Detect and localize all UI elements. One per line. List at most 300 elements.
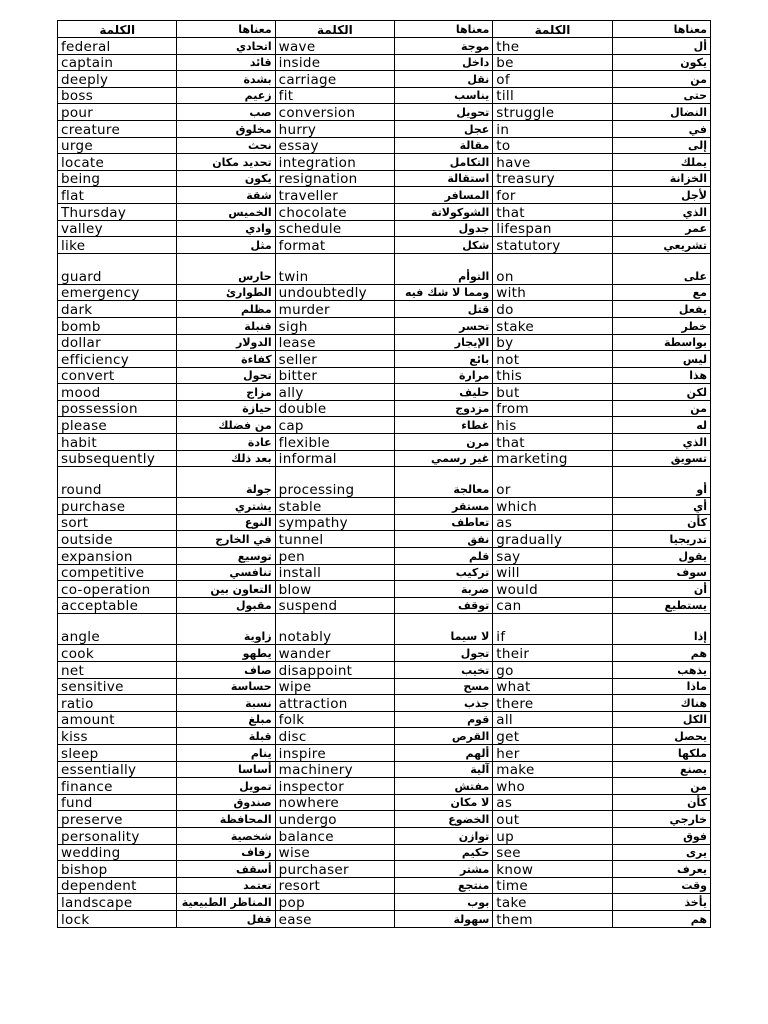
meaning-cell: مقالة [395, 137, 493, 154]
meaning-cell: تدريجيا [612, 531, 710, 548]
meaning-cell: يرى [612, 844, 710, 861]
word-cell: but [493, 384, 612, 401]
meaning-cell: بشدة [177, 71, 275, 88]
meaning-cell: زفاف [177, 844, 275, 861]
meaning-cell: بعد ذلك [177, 450, 275, 467]
word-cell: pour [58, 104, 177, 121]
meaning-cell: من [612, 71, 710, 88]
meaning-cell: مزدوج [395, 400, 493, 417]
word-cell: disappoint [275, 662, 394, 679]
word-cell: emergency [58, 284, 177, 301]
word-cell: flat [58, 187, 177, 204]
word-cell: ratio [58, 695, 177, 712]
meaning-cell: يستطيع [612, 597, 710, 614]
word-cell: subsequently [58, 450, 177, 467]
word-cell: in [493, 120, 612, 137]
meaning-cell: المناظر الطبيعية [177, 894, 275, 911]
table-row [58, 761, 711, 778]
meaning-cell: له [612, 417, 710, 434]
header-meaning-2: معناها [395, 21, 493, 38]
word-cell: expansion [58, 548, 177, 565]
meaning-cell: استقالة [395, 170, 493, 187]
meaning-cell: النضال [612, 104, 710, 121]
word-cell: gradually [493, 531, 612, 548]
meaning-cell: يكون [177, 170, 275, 187]
word-cell: who [493, 778, 612, 795]
word-cell: stable [275, 498, 394, 515]
word-cell: or [493, 467, 612, 498]
word-cell: them [493, 910, 612, 927]
meaning-cell: أن [612, 581, 710, 598]
meaning-cell: موجة [395, 38, 493, 55]
word-cell: time [493, 877, 612, 894]
word-cell: murder [275, 301, 394, 318]
word-cell: mood [58, 384, 177, 401]
meaning-cell: كأن [612, 794, 710, 811]
meaning-cell: صاف [177, 662, 275, 679]
table-row [58, 137, 711, 154]
meaning-cell: جدول [395, 220, 493, 237]
meaning-cell: سهولة [395, 910, 493, 927]
meaning-cell: منتجع [395, 877, 493, 894]
header-meaning-3: معناها [612, 21, 710, 38]
table-header-row [58, 21, 711, 38]
meaning-cell: يكون [612, 54, 710, 71]
word-cell: statutory [493, 237, 612, 254]
meaning-cell: على [612, 253, 710, 284]
word-cell: fund [58, 794, 177, 811]
meaning-cell: لا سيما [395, 614, 493, 645]
word-cell: attraction [275, 695, 394, 712]
word-cell: balance [275, 827, 394, 844]
meaning-cell: مخلوق [177, 120, 275, 137]
word-cell: inside [275, 54, 394, 71]
word-cell: federal [58, 38, 177, 55]
meaning-cell: تركيب [395, 564, 493, 581]
word-cell: seller [275, 351, 394, 368]
word-cell: do [493, 301, 612, 318]
table-row [58, 894, 711, 911]
table-row [58, 284, 711, 301]
header-word-1: الكلمة [58, 21, 177, 38]
meaning-cell: هذا [612, 367, 710, 384]
meaning-cell: داخل [395, 54, 493, 71]
word-cell: tunnel [275, 531, 394, 548]
meaning-cell: المسافر [395, 187, 493, 204]
word-cell: their [493, 645, 612, 662]
meaning-cell: التكامل [395, 154, 493, 171]
meaning-cell: زاوية [177, 614, 275, 645]
word-cell: dollar [58, 334, 177, 351]
word-cell: take [493, 894, 612, 911]
meaning-cell: مزاج [177, 384, 275, 401]
table-row [58, 514, 711, 531]
meaning-cell: القرص [395, 728, 493, 745]
word-cell: possession [58, 400, 177, 417]
meaning-cell: الطوارئ [177, 284, 275, 301]
word-cell: sympathy [275, 514, 394, 531]
meaning-cell: ينام [177, 744, 275, 761]
table-row [58, 253, 711, 284]
word-cell: informal [275, 450, 394, 467]
word-cell: bomb [58, 317, 177, 334]
meaning-cell: الخميس [177, 203, 275, 220]
word-cell: being [58, 170, 177, 187]
word-cell: of [493, 71, 612, 88]
word-cell: install [275, 564, 394, 581]
word-cell: struggle [493, 104, 612, 121]
table-row [58, 861, 711, 878]
word-cell: carriage [275, 71, 394, 88]
vocabulary-sheet [57, 20, 711, 928]
meaning-cell: قنبلة [177, 317, 275, 334]
meaning-cell: أي [612, 498, 710, 515]
word-cell: will [493, 564, 612, 581]
table-body [58, 38, 711, 928]
word-cell: his [493, 417, 612, 434]
meaning-cell: وادي [177, 220, 275, 237]
table-row [58, 317, 711, 334]
meaning-cell: تخيب [395, 662, 493, 679]
meaning-cell: مرارة [395, 367, 493, 384]
word-cell: schedule [275, 220, 394, 237]
meaning-cell: عادة [177, 434, 275, 451]
meaning-cell: مبلغ [177, 711, 275, 728]
meaning-cell: هم [612, 645, 710, 662]
table-row [58, 351, 711, 368]
header-meaning-1: معناها [177, 21, 275, 38]
word-cell: pop [275, 894, 394, 911]
table-row [58, 71, 711, 88]
word-cell: finance [58, 778, 177, 795]
meaning-cell: ومما لا شك فيه [395, 284, 493, 301]
meaning-cell: وقت [612, 877, 710, 894]
meaning-cell: شخصية [177, 827, 275, 844]
meaning-cell: بواسطة [612, 334, 710, 351]
word-cell: competitive [58, 564, 177, 581]
word-cell: suspend [275, 597, 394, 614]
word-cell: guard [58, 253, 177, 284]
word-cell: Thursday [58, 203, 177, 220]
word-cell: wise [275, 844, 394, 861]
meaning-cell: غير رسمي [395, 450, 493, 467]
meaning-cell: تشريعي [612, 237, 710, 254]
word-cell: this [493, 367, 612, 384]
meaning-cell: سوف [612, 564, 710, 581]
table-row [58, 548, 711, 565]
header-word-3: الكلمة [493, 21, 612, 38]
meaning-cell: النوع [177, 514, 275, 531]
table-row [58, 434, 711, 451]
word-cell: know [493, 861, 612, 878]
meaning-cell: يطهو [177, 645, 275, 662]
meaning-cell: جولة [177, 467, 275, 498]
meaning-cell: خارجي [612, 811, 710, 828]
meaning-cell: خطر [612, 317, 710, 334]
meaning-cell: ماذا [612, 678, 710, 695]
meaning-cell: قبلة [177, 728, 275, 745]
meaning-cell: تمويل [177, 778, 275, 795]
meaning-cell: عمر [612, 220, 710, 237]
table-row [58, 614, 711, 645]
word-cell: outside [58, 531, 177, 548]
meaning-cell: مظلم [177, 301, 275, 318]
table-row [58, 450, 711, 467]
table-row [58, 467, 711, 498]
meaning-cell: تعاطف [395, 514, 493, 531]
meaning-cell: الذي [612, 434, 710, 451]
word-cell: inspector [275, 778, 394, 795]
word-cell: folk [275, 711, 394, 728]
meaning-cell: الخضوع [395, 811, 493, 828]
meaning-cell: مشتر [395, 861, 493, 878]
table-row [58, 237, 711, 254]
meaning-cell: المحافظة [177, 811, 275, 828]
meaning-cell: صب [177, 104, 275, 121]
word-cell: sort [58, 514, 177, 531]
meaning-cell: ألهم [395, 744, 493, 761]
table-row [58, 400, 711, 417]
meaning-cell: ليس [612, 351, 710, 368]
word-cell: stake [493, 317, 612, 334]
word-cell: creature [58, 120, 177, 137]
word-cell: to [493, 137, 612, 154]
meaning-cell: زعيم [177, 87, 275, 104]
meaning-cell: التوأم [395, 253, 493, 284]
meaning-cell: في [612, 120, 710, 137]
word-cell: disc [275, 728, 394, 745]
word-cell: lease [275, 334, 394, 351]
meaning-cell: يشتري [177, 498, 275, 515]
word-cell: be [493, 54, 612, 71]
word-cell: by [493, 334, 612, 351]
meaning-cell: حكيم [395, 844, 493, 861]
word-cell: ease [275, 910, 394, 927]
word-cell: notably [275, 614, 394, 645]
meaning-cell: حتى [612, 87, 710, 104]
vocabulary-table [57, 20, 711, 928]
word-cell: if [493, 614, 612, 645]
meaning-cell: لأجل [612, 187, 710, 204]
word-cell: get [493, 728, 612, 745]
meaning-cell: شكل [395, 237, 493, 254]
word-cell: nowhere [275, 794, 394, 811]
word-cell: that [493, 203, 612, 220]
word-cell: up [493, 827, 612, 844]
meaning-cell: غطاء [395, 417, 493, 434]
word-cell: pen [275, 548, 394, 565]
word-cell: processing [275, 467, 394, 498]
word-cell: format [275, 237, 394, 254]
word-cell: on [493, 253, 612, 284]
word-cell: deeply [58, 71, 177, 88]
table-row [58, 744, 711, 761]
word-cell: personality [58, 827, 177, 844]
table-row [58, 711, 711, 728]
word-cell: net [58, 662, 177, 679]
meaning-cell: ضربة [395, 581, 493, 598]
word-cell: treasury [493, 170, 612, 187]
table-row [58, 203, 711, 220]
meaning-cell: حيازة [177, 400, 275, 417]
meaning-cell: يذهب [612, 662, 710, 679]
word-cell: essentially [58, 761, 177, 778]
word-cell: which [493, 498, 612, 515]
word-cell: blow [275, 581, 394, 598]
table-row [58, 170, 711, 187]
table-row [58, 844, 711, 861]
meaning-cell: ملكها [612, 744, 710, 761]
word-cell: purchaser [275, 861, 394, 878]
word-cell: purchase [58, 498, 177, 515]
meaning-cell: تحويل [395, 104, 493, 121]
word-cell: locate [58, 154, 177, 171]
word-cell: bishop [58, 861, 177, 878]
word-cell: say [493, 548, 612, 565]
meaning-cell: نسبة [177, 695, 275, 712]
meaning-cell: بوب [395, 894, 493, 911]
word-cell: conversion [275, 104, 394, 121]
meaning-cell: حساسة [177, 678, 275, 695]
meaning-cell: من [612, 400, 710, 417]
meaning-cell: حليف [395, 384, 493, 401]
word-cell: inspire [275, 744, 394, 761]
meaning-cell: صندوق [177, 794, 275, 811]
meaning-cell: مقبول [177, 597, 275, 614]
word-cell: as [493, 514, 612, 531]
word-cell: essay [275, 137, 394, 154]
word-cell: machinery [275, 761, 394, 778]
meaning-cell: أل [612, 38, 710, 55]
word-cell: out [493, 811, 612, 828]
meaning-cell: قوم [395, 711, 493, 728]
word-cell: with [493, 284, 612, 301]
meaning-cell: إلى [612, 137, 710, 154]
word-cell: angle [58, 614, 177, 645]
table-row [58, 334, 711, 351]
meaning-cell: تعتمد [177, 877, 275, 894]
meaning-cell: يأخذ [612, 894, 710, 911]
word-cell: wipe [275, 678, 394, 695]
word-cell: like [58, 237, 177, 254]
word-cell: that [493, 434, 612, 451]
meaning-cell: فوق [612, 827, 710, 844]
meaning-cell: الدولار [177, 334, 275, 351]
word-cell: boss [58, 87, 177, 104]
word-cell: lifespan [493, 220, 612, 237]
meaning-cell: توقف [395, 597, 493, 614]
table-row [58, 417, 711, 434]
table-row [58, 154, 711, 171]
word-cell: flexible [275, 434, 394, 451]
table-row [58, 104, 711, 121]
table-row [58, 301, 711, 318]
word-cell: ally [275, 384, 394, 401]
word-cell: twin [275, 253, 394, 284]
table-row [58, 910, 711, 927]
meaning-cell: الكل [612, 711, 710, 728]
word-cell: kiss [58, 728, 177, 745]
word-cell: hurry [275, 120, 394, 137]
table-row [58, 877, 711, 894]
word-cell: all [493, 711, 612, 728]
word-cell: convert [58, 367, 177, 384]
meaning-cell: توازن [395, 827, 493, 844]
word-cell: please [58, 417, 177, 434]
meaning-cell: توسيع [177, 548, 275, 565]
table-row [58, 87, 711, 104]
word-cell: sensitive [58, 678, 177, 695]
header-word-2: الكلمة [275, 21, 394, 38]
word-cell: integration [275, 154, 394, 171]
word-cell: landscape [58, 894, 177, 911]
meaning-cell: يحصل [612, 728, 710, 745]
meaning-cell: نقل [395, 71, 493, 88]
word-cell: cook [58, 645, 177, 662]
meaning-cell: عجل [395, 120, 493, 137]
word-cell: acceptable [58, 597, 177, 614]
meaning-cell: أو [612, 467, 710, 498]
meaning-cell: تحديد مكان [177, 154, 275, 171]
word-cell: amount [58, 711, 177, 728]
word-cell: fit [275, 87, 394, 104]
meaning-cell: حارس [177, 253, 275, 284]
meaning-cell: أسقف [177, 861, 275, 878]
meaning-cell: جذب [395, 695, 493, 712]
meaning-cell: يملك [612, 154, 710, 171]
meaning-cell: شقة [177, 187, 275, 204]
meaning-cell: الإيجار [395, 334, 493, 351]
meaning-cell: مفتش [395, 778, 493, 795]
word-cell: dependent [58, 877, 177, 894]
meaning-cell: يقول [612, 548, 710, 565]
table-row [58, 120, 711, 137]
word-cell: till [493, 87, 612, 104]
word-cell: marketing [493, 450, 612, 467]
meaning-cell: لا مكان [395, 794, 493, 811]
meaning-cell: هم [612, 910, 710, 927]
table-row [58, 645, 711, 662]
word-cell: double [275, 400, 394, 417]
word-cell: preserve [58, 811, 177, 828]
word-cell: traveller [275, 187, 394, 204]
word-cell: wave [275, 38, 394, 55]
meaning-cell: مثل [177, 237, 275, 254]
meaning-cell: معالجة [395, 467, 493, 498]
word-cell: co-operation [58, 581, 177, 598]
meaning-cell: الخزانة [612, 170, 710, 187]
table-row [58, 794, 711, 811]
meaning-cell: قفل [177, 910, 275, 927]
meaning-cell: تسويق [612, 450, 710, 467]
word-cell: captain [58, 54, 177, 71]
table-row [58, 597, 711, 614]
word-cell: cap [275, 417, 394, 434]
meaning-cell: يناسب [395, 87, 493, 104]
word-cell: wedding [58, 844, 177, 861]
meaning-cell: إذا [612, 614, 710, 645]
word-cell: the [493, 38, 612, 55]
table-row [58, 564, 711, 581]
table-row [58, 662, 711, 679]
meaning-cell: الذي [612, 203, 710, 220]
meaning-cell: آلية [395, 761, 493, 778]
table-row [58, 187, 711, 204]
word-cell: undergo [275, 811, 394, 828]
table-row [58, 728, 711, 745]
table-row [58, 220, 711, 237]
meaning-cell: تحول [177, 367, 275, 384]
